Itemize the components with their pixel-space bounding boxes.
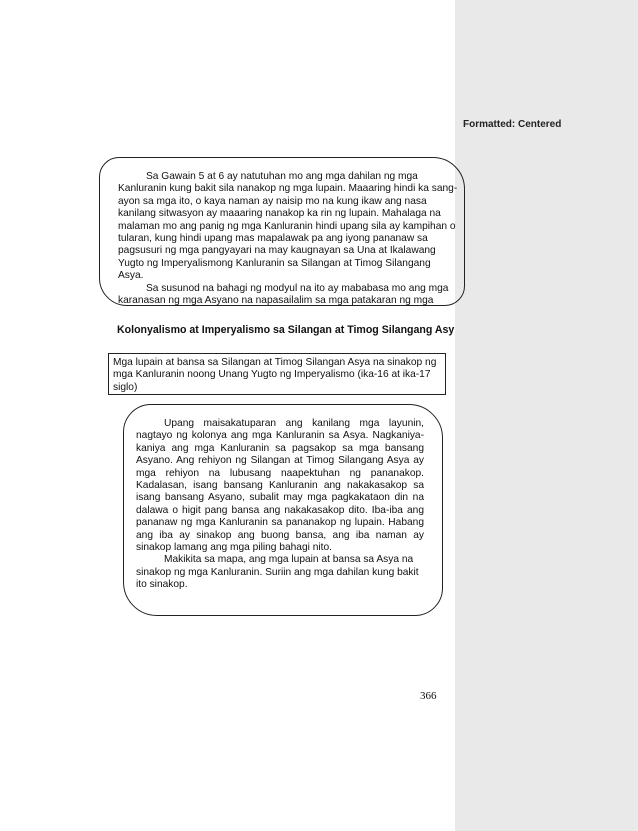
intro-paragraph-1: Sa Gawain 5 at 6 ay natutuhan mo ang mga dahilan ng mga Kanluranin kung bakit sila nanakop ng mga lupain. Maaaring hindi ka sang-ayon sa mga ito, o kaya naman ay naisip mo na kung ikaw ang nasa kanilang sitwasyon ay maaaring nanakop ka rin ng lupain. Mahalaga na malaman mo ang panig ng mga Kanluranin hindi upang sila ay kampihan o tularan, kung hindi upang mas mapalawak pa ang iyong pananaw sa pagsusuri ng mga pangyayari na may kaugnayan sa Una at Ikalawang Yugto ng Imperyalismong Kanluranin sa Silangan at Timog Silangang Asya. bbox=[118, 171, 458, 282]
section-heading: Kolonyalismo at Imperyalismo sa Silangan at Timog Silangang Asy bbox=[117, 324, 455, 336]
body-text-box bbox=[123, 404, 443, 616]
caption-text: Mga lupain at bansa sa Silangan at Timog Silangan Asya na sinakop ng mga Kanluranin noong Unang Yugto ng Imperyalismo (ika-16 at ika-17 siglo) bbox=[113, 357, 437, 393]
intro-paragraph-2: Sa susunod na bahagi ng modyul na ito ay mababasa mo ang mga karanasan ng mga Asyano na napasailalim sa mga patakaran ng mga bbox=[118, 282, 449, 306]
body-paragraph-2: Makikita sa mapa, ang mga lupain at bansa sa Asya na sinakop ng mga Kanluranin. Suriin ang mga dahilan kung bakit ito sinakop. bbox=[136, 554, 419, 591]
page-number: 366 bbox=[420, 690, 437, 702]
intro-text-box bbox=[99, 157, 465, 306]
body-paragraph-1: Upang maisakatuparan ang kanilang mga layunin, nagtayo ng kolonya ang mga Kanluranin sa Asya. Nagkaniya-kaniya ang mga Kanluranin sa pagsakop sa mga bansang Asyano. Ang rehiyon ng Silangan at Timog Silangang Asya ay mga rehiyon na lubusang naapektuhan ng pananakop. Kadalasan, isang bansang Kanluranin ang nakakasakop sa isang bansang Asyano, subalit may mga pagkakataon din na dalawa o higit pang bansa ang nakakasakop dito. Iba-iba ang pananaw ng mga Kanluranin sa pananakop ng lupain. Habang ang iba ay sinakop ang buong bansa, ang iba naman ay sinakop lamang ang mga piling bahagi nito. bbox=[136, 418, 424, 554]
comment-label: Formatted: Centered bbox=[463, 119, 562, 130]
caption-box bbox=[108, 353, 446, 395]
